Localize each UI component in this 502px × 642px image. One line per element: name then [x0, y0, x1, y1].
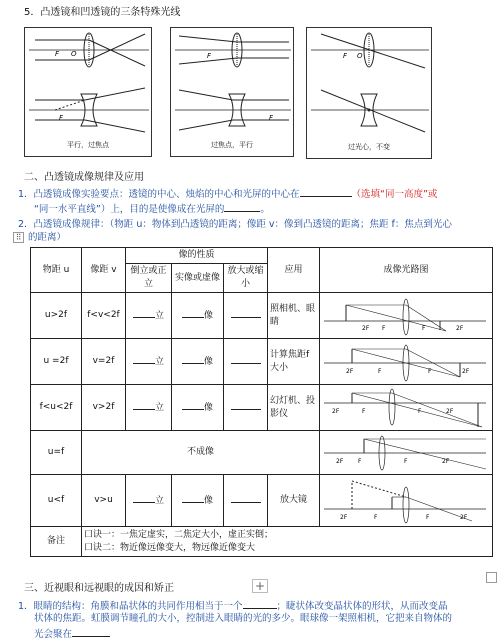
section-3-title: 三、近视眼和远视眼的成因和矫正: [24, 583, 174, 594]
cell-real: 像: [172, 385, 224, 431]
lens-diagram-2-svg: [171, 28, 295, 158]
cell-size: [224, 339, 268, 385]
table-row: [31, 475, 493, 527]
svg-text:2F: 2F: [336, 457, 344, 465]
cell-v: f<v<2f: [82, 293, 126, 339]
blank[interactable]: [133, 354, 155, 364]
blank[interactable]: [182, 308, 204, 318]
svg-text:F: F: [55, 50, 60, 58]
section-2-title: 二、凸透镜成像规律及应用: [24, 172, 144, 183]
blank[interactable]: [182, 493, 204, 503]
svg-text:2F: 2F: [442, 457, 450, 465]
ray-diagram-4: [322, 433, 488, 473]
ray-diagram-1: [322, 295, 488, 337]
cell-application: 计算焦距f大小: [268, 339, 320, 385]
cell-diagram: [320, 385, 493, 431]
header-enlarge: 放大或缩小: [224, 264, 268, 293]
section-5-title: 5．凸透镜和凹透镜的三条特殊光线: [24, 7, 181, 18]
ray-diagram-3: [322, 387, 488, 429]
header-diagram: 成像光路图: [320, 248, 493, 293]
s3-text-c: 状体的焦距。虹膜调节瞳孔的大小，控制进入眼睛的光的多少。眼球像一架照相机，它把来自物体的: [34, 613, 453, 624]
svg-text:F: F: [428, 367, 432, 375]
header-image-nature: 像的性质: [126, 248, 268, 264]
lens-diagram-3-svg: [307, 28, 433, 160]
s3-blank-2[interactable]: [72, 626, 110, 637]
blank[interactable]: [231, 308, 261, 318]
svg-text:F: F: [362, 407, 366, 415]
cell-note-label: 备注: [31, 527, 82, 557]
blank[interactable]: [182, 354, 204, 364]
cell-upright: 立: [126, 385, 172, 431]
blank[interactable]: [231, 493, 261, 503]
ray-diagram-5: [322, 477, 488, 525]
lens-diagram-3: [306, 27, 432, 159]
item1-hint: （选填“同一高度”或: [351, 189, 438, 200]
svg-text:2F: 2F: [362, 324, 370, 332]
note-1: 口诀一：一焦定虚实，二焦定大小，虚正实倒；: [84, 529, 274, 540]
cell-u: u =2f: [31, 339, 82, 385]
cell-upright: 立: [126, 293, 172, 339]
cell-u: f<u<2f: [31, 385, 82, 431]
table-resize-handle-icon[interactable]: [486, 572, 497, 583]
cell-upright: 立: [126, 475, 172, 527]
svg-text:2F: 2F: [460, 513, 468, 521]
item1-text-c: 。: [260, 204, 270, 215]
cell-real: 像: [172, 339, 224, 385]
blank[interactable]: [231, 400, 261, 410]
svg-text:F: F: [422, 324, 426, 332]
blank[interactable]: [133, 308, 155, 318]
note-2: 口诀二：物近像远像变大，物远像近像变大: [84, 542, 256, 553]
section-2-item-1: [18, 186, 498, 202]
svg-text:F: F: [378, 367, 382, 375]
svg-text:O: O: [71, 50, 77, 58]
cell-diagram: [320, 475, 493, 527]
cell-diagram: [320, 339, 493, 385]
cell-v: v>u: [82, 475, 126, 527]
svg-text:F: F: [358, 457, 362, 465]
cell-u: u>2f: [31, 293, 82, 339]
cell-size: [224, 385, 268, 431]
lens-diagram-1: [24, 27, 152, 157]
svg-text:2F: 2F: [346, 367, 354, 375]
ray-diagram-2: [322, 341, 488, 383]
drag-handle-icon[interactable]: ⠿: [13, 232, 24, 243]
svg-text:2F: 2F: [456, 324, 464, 332]
lens-diagram-1-svg: [25, 28, 153, 158]
blank[interactable]: [231, 354, 261, 364]
header-object-distance: 物距 u: [31, 248, 82, 293]
svg-text:F: F: [426, 513, 430, 521]
svg-text:2F: 2F: [462, 367, 470, 375]
item1-blank-1[interactable]: [300, 186, 352, 197]
header-image-distance: 像距 v: [82, 248, 126, 293]
svg-text:F: F: [382, 324, 386, 332]
svg-text:2F: 2F: [332, 407, 340, 415]
s3-text-a: 1．眼睛的结构：角膜和晶状体的共同作用相当于一个: [18, 601, 243, 612]
section-3-item-1-end: [34, 626, 110, 642]
table-row-notes: [31, 527, 493, 557]
item2-text-c: 的距离）: [28, 232, 67, 243]
cell-notes: [82, 527, 493, 557]
item1-text-b: “同一水平直线”）上，目的是使像成在光屏的: [34, 204, 225, 215]
cell-v: v=2f: [82, 339, 126, 385]
cell-size: [224, 475, 268, 527]
svg-text:F: F: [59, 114, 64, 122]
svg-text:O: O: [357, 52, 363, 60]
add-row-plus-icon[interactable]: +: [252, 579, 268, 593]
table-row: [31, 339, 493, 385]
section-2-item-2: [18, 218, 498, 232]
diagram-1-caption: 平行，过焦点: [67, 140, 109, 149]
blank[interactable]: [182, 400, 204, 410]
item2-text-a: 2．凸透镜成像规律：: [18, 219, 110, 230]
table-row: [31, 293, 493, 339]
svg-text:F: F: [207, 52, 212, 60]
diagram-2-caption: 过焦点，平行: [211, 140, 253, 149]
blank[interactable]: [133, 400, 155, 410]
svg-text:F: F: [418, 407, 422, 415]
cell-real: 像: [172, 475, 224, 527]
svg-text:F: F: [374, 513, 378, 521]
cell-diagram: [320, 431, 493, 475]
svg-text:F: F: [404, 457, 408, 465]
item2-text-b: （物距 u：物体到凸透镜的距离；像距 v：像到凸透镜的距离；焦距 f：焦点到光心: [109, 219, 452, 230]
cell-application: 放大镜: [268, 475, 320, 527]
cell-no-image: 不成像: [82, 431, 320, 475]
diagram-3-caption: 过光心，不变: [348, 142, 390, 151]
cell-size: [224, 293, 268, 339]
cell-v: v>2f: [82, 385, 126, 431]
cell-real: 像: [172, 293, 224, 339]
cell-application: 照相机、眼睛: [268, 293, 320, 339]
svg-text:2F: 2F: [340, 513, 348, 521]
cell-u: u=f: [31, 431, 82, 475]
s3-blank-1[interactable]: [243, 598, 277, 609]
header-real-virtual: 实像或虚像: [172, 264, 224, 293]
cell-diagram: [320, 293, 493, 339]
cell-upright: 立: [126, 339, 172, 385]
svg-text:2F: 2F: [446, 407, 454, 415]
s3-text-d: 光会聚在: [34, 629, 73, 640]
svg-text:F: F: [343, 52, 348, 60]
cell-u: u<f: [31, 475, 82, 527]
header-application: 应用: [268, 248, 320, 293]
cell-application: 幻灯机、投影仪: [268, 385, 320, 431]
lens-diagram-2: [170, 27, 294, 157]
section-2-item-1-cont: [34, 201, 494, 217]
table-row: [31, 385, 493, 431]
header-upright: 倒立或正立: [126, 264, 172, 293]
s3-text-b: ；睫状体改变晶状体的形状，从而改变晶: [276, 601, 448, 612]
svg-text:F: F: [269, 114, 274, 122]
imaging-rules-table: [30, 247, 493, 557]
blank[interactable]: [133, 493, 155, 503]
item1-blank-2[interactable]: [224, 201, 260, 212]
table-row: [31, 431, 493, 475]
item1-text-a: 1．凸透镜成像实验要点：透镜的中心、烛焰的中心和光屏的中心在: [18, 189, 300, 200]
